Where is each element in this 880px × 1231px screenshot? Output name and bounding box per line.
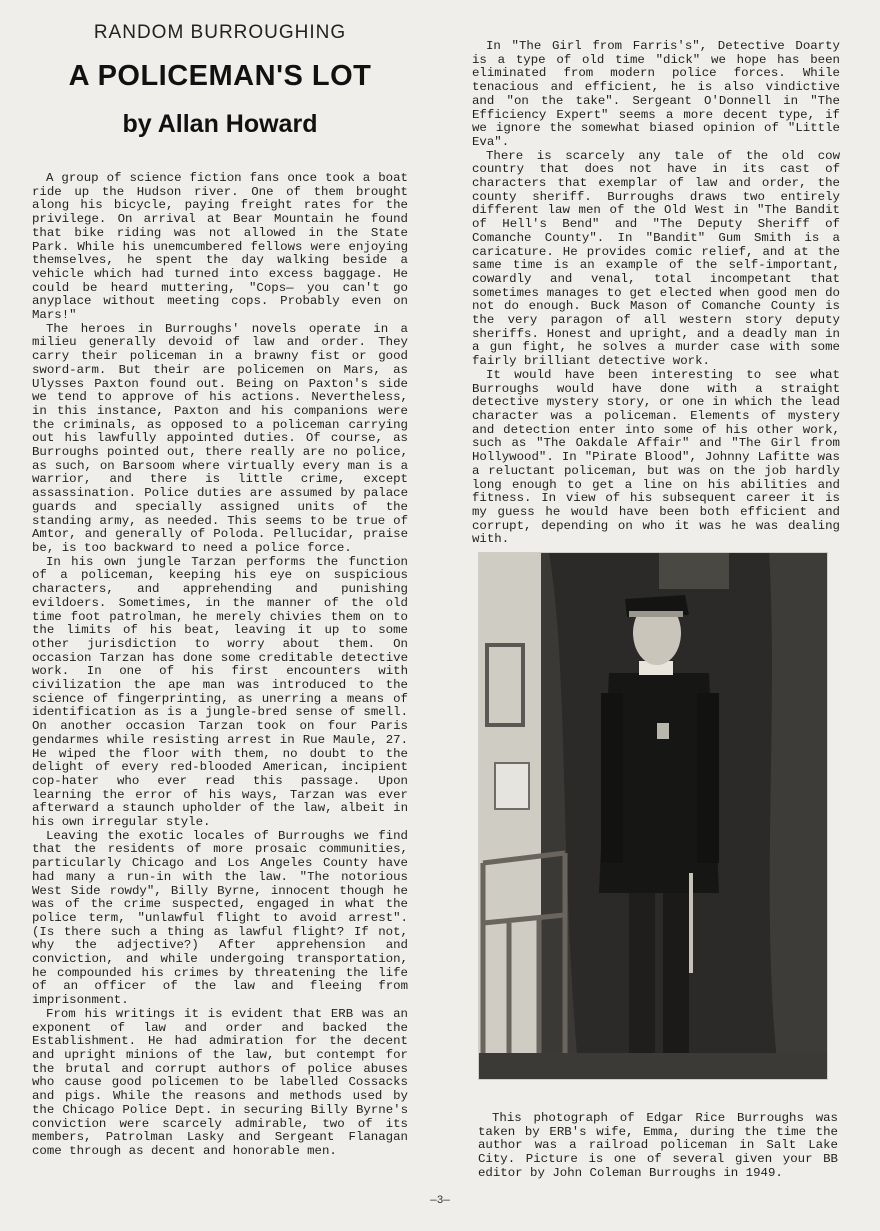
paragraph: In "The Girl from Farris's", Detective Doarty is a type of old time "dick" we hope has been eliminated from modern police forces. While tenacious and efficient, he is also vindictive and "on the take". Sergeant O'Donnell in "The Efficiency Expert" seems a more decent type, if we ignore the somewhat biased opinion of "Little Eva". [472,39,840,149]
small-picture [495,763,529,809]
right-text-column [472,40,840,547]
paragraph: In his own jungle Tarzan performs the function of a policeman, keeping his eye on suspicious characters, and apprehending and punishing evildoers. Sometimes, in the manner of the old time foot patrolman, he merely chivies them on to the limits of his beat, leaving it up to some other jurisdiction to worry about them. On occasion Tarzan has done some creditable detective work. In one of his first encounters with civilization the ape man was introduced to the science of fingerprinting, as unerring a means of identification as is a jungle-bred sense of smell. On another occasion Tarzan took on four Paris gendarmes while resisting arrest in Rue Maule, 27. He wiped the floor with them, no doubt to the delight of every red-blooded American, incipient cop-hater who ever read this passage. Upon learning the error of his ways, Tarzan was ever afterward a staunch upholder of the law, albeit in his own irregular style. [32,554,408,830]
article-byline: by Allan Howard [122,110,318,138]
column-kicker: RANDOM BURROUGHING [93,22,347,43]
paragraph: From his writings it is evident that ERB was an exponent of law and order and backed the Establishment. He had admiration for the decent and upright minions of the law, but contempt for the brutal and corrupt authors of police abuses who cause good policemen to be labelled Cossacks and pigs. While the reasons and methods used by the Chicago Police Dept. in securing Billy Byrne's conviction were scarcely admirable, two of its members, Patrolman Lasky and Sergeant Flanagan come through as decent and honorable men. [32,1006,408,1158]
article-title: A POLICEMAN'S LOT [68,60,372,92]
badge [657,723,669,739]
paragraph: Leaving the exotic locales of Burroughs we find that the residents of more prosaic communities, particularly Chicago and Los Angeles County have had many a run-in with the law. "The notorious West Side rowdy", Billy Byrne, innocent though he was of the crime suspected, engaged in what the police term, "unlawful flight to avoid arrest". (Is there such a thing as lawful flight? If not, why the adjective?) After apprehension and conviction, and while undergoing transportation, he compounded his crimes by threatening the life of an officer of the law and fleeing from imprisonment. [32,828,408,1008]
paragraph: It would have been interesting to see what Burroughs would have done with a straight detective mystery story, or one in which the lead character was a policeman. Elements of mystery and detection enter into some of his other work, such as "The Oakdale Affair" and "The Girl from Hollywood". In "Pirate Blood", Johnny Lafitte was a reluctant policeman, but was on the job hardly long enough to get a line on his abilities and fitness. In view of his subsequent career it is my guess he would have been both efficient and corrupt, depending on who it was he was dealing with. [472,367,840,547]
photo-illustration [479,553,827,1079]
photo-caption [478,1112,838,1181]
page-number: —3— [430,1195,450,1207]
paragraph: A group of science fiction fans once took a boat ride up the Hudson river. One of them brought along his bicycle, paying freight rates for the privilege. On arrival at Bear Mountain he found that bike riding was not allowed in the State Park. While his unemcumbered fellows were enjoying themselves, he spent the day walking beside a vehicle which had turned into excess baggage. He could be heard muttering, "Cops— you can't go anyplace without meeting cops. Probably even on Mars!" [32,171,408,323]
left-text-column [32,172,408,1159]
caption-text: This photograph of Edgar Rice Burroughs was taken by ERB's wife, Emma, during the time the author was a railroad policeman in Salt Lake City. Picture is one of several given your BB editor by John Coleman Burroughs in 1949. [478,1111,838,1180]
paragraph: There is scarcely any tale of the old cow country that does not have in its cast of characters that exemplar of law and order, the county sheriff. Burroughs draws two entirely different law men of the Old West in "The Bandit of Hell's Bend" and "The Deputy Sheriff of Comanche County". In "Bandit" Gum Smith is a caricature. He provides comic relief, and at the same time is an example of the self-important, cowardly and venal, total incompetant that sometimes manages to get elected when good men do not do enough. Buck Mason of Comanche County is the very paragon of all western story deputy sheriffs. Honest and upright, and a deadly man in a gun fight, he solves a murder case with some fairly brilliant detective work. [472,148,840,369]
paragraph: The heroes in Burroughs' novels operate in a milieu generally devoid of law and order. They carry their policeman in a brawny fist or good sword-arm. But their are policemen on Mars, as Ulysses Paxton found out. Being on Paxton's side we tend to approve of his actions. Nevertheless, in this instance, Paxton and his companions were the criminals, as opposed to a policeman carrying out his lawfully appointed duties. Of course, as Burroughs pointed out, there really are no police, as such, on Barsoom where virtually every man is a warrior, and there is little crime, except assassination. Police duties are assumed by palace guards and specially assigned units of the standing army, as needed. This seems to be true of Amtor, and generally of Poloda. Pellucidar, praise be, is too backward to need a police force. [32,321,408,555]
policeman-photograph [478,552,828,1080]
